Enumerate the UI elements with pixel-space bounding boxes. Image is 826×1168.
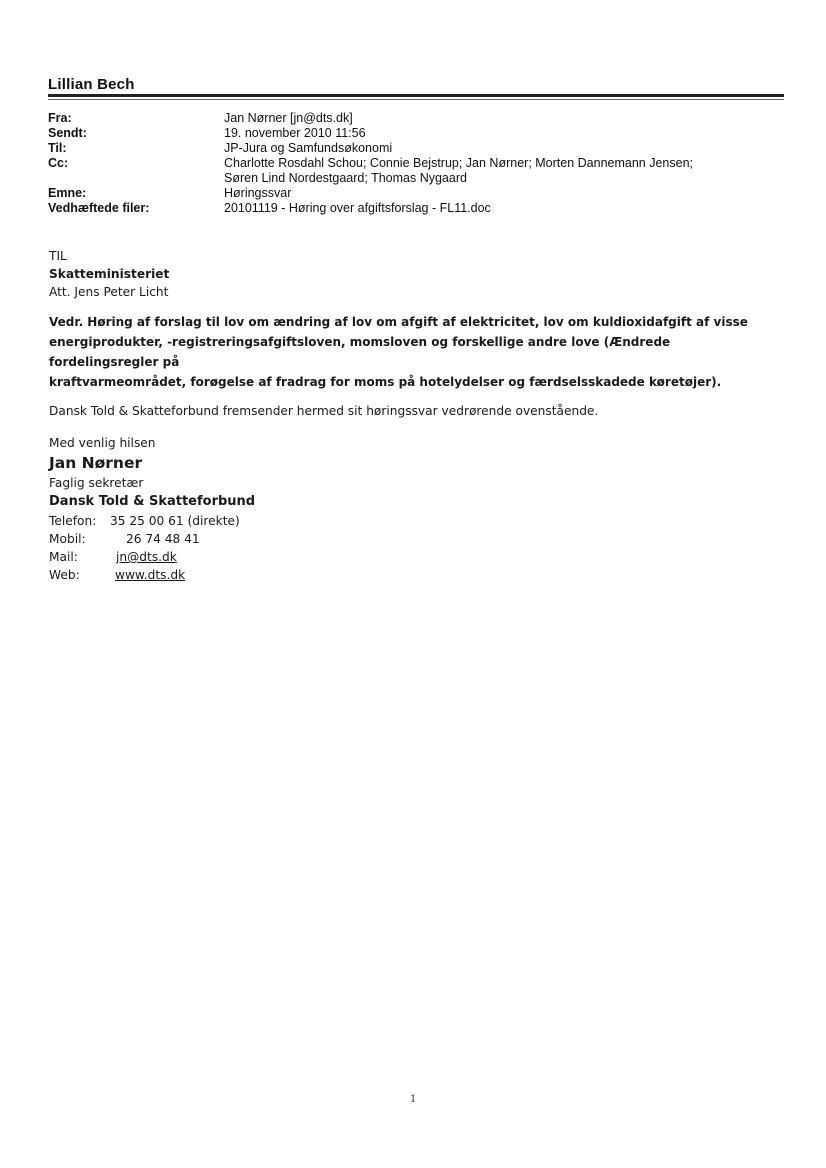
mobile-value: 26 74 48 41	[126, 532, 200, 546]
subject-label: Emne:	[48, 186, 87, 200]
from-label: Fra:	[48, 111, 72, 125]
letter-subject-line-3: kraftvarmeområdet, forøgelse af fradrag for moms på hotelydelser og færdselsskadede køretøjer).	[49, 375, 722, 389]
from-value: Jan Nørner [jn@dts.dk]	[224, 111, 353, 125]
to-label: Til:	[48, 141, 67, 155]
page-number: 1	[410, 1094, 417, 1105]
header-rule-thin	[48, 99, 784, 100]
mail-link[interactable]: jn@dts.dk	[116, 550, 177, 564]
letter-subject-line-1: Vedr. Høring af forslag til lov om ændring af lov om afgift af elektricitet, lov om kuldioxidafgift af visse	[49, 315, 748, 329]
attachments-row	[48, 201, 788, 216]
email-header-block	[48, 111, 788, 216]
cc-value	[224, 156, 788, 186]
cc-row	[48, 156, 788, 186]
to-row	[48, 141, 788, 156]
mobile-row	[49, 530, 789, 548]
signature-name: Jan Nørner	[49, 454, 143, 472]
from-row	[48, 111, 788, 126]
mail-label: Mail:	[49, 550, 78, 564]
header-rule-thick	[48, 94, 784, 97]
attention-line: Att. Jens Peter Licht	[49, 285, 169, 299]
signature-organization: Dansk Told & Skatteforbund	[49, 494, 256, 509]
web-label: Web:	[49, 568, 80, 582]
mobile-label: Mobil:	[49, 532, 86, 546]
sent-label: Sendt:	[48, 126, 87, 140]
mail-row	[49, 548, 789, 566]
to-line: TIL	[49, 249, 67, 263]
to-value: JP-Jura og Samfundsøkonomi	[224, 141, 393, 155]
mailbox-owner-name: Lillian Bech	[48, 76, 135, 93]
attachments-label: Vedhæftede filer:	[48, 201, 150, 215]
subject-row	[48, 186, 788, 201]
subject-value: Høringssvar	[224, 186, 292, 200]
phone-row	[49, 512, 789, 530]
attachments-value: 20101119 - Høring over afgiftsforslag - FL11.doc	[224, 201, 491, 215]
email-body	[49, 247, 789, 584]
phone-value: 35 25 00 61 (direkte)	[110, 514, 240, 528]
signature-title: Faglig sekretær	[49, 476, 144, 490]
web-row	[49, 566, 789, 584]
cc-value-line-1: Charlotte Rosdahl Schou; Connie Bejstrup; Jan Nørner; Morten Dannemann Jensen;	[224, 156, 694, 170]
phone-label: Telefon:	[49, 514, 97, 528]
greeting: Med venlig hilsen	[49, 436, 156, 450]
intro-paragraph: Dansk Told & Skatteforbund fremsender hermed sit høringssvar vedrørende ovenstående.	[49, 404, 599, 418]
sent-row	[48, 126, 788, 141]
letter-subject-line-2: energiprodukter, -registreringsafgiftsloven, momsloven og forskellige andre love (Ændrede fordelingsregler på	[49, 335, 671, 369]
cc-value-line-2: Søren Lind Nordestgaard; Thomas Nygaard	[224, 171, 467, 185]
sent-value: 19. november 2010 11:56	[224, 126, 366, 140]
recipient-name: Skatteministeriet	[49, 267, 170, 281]
cc-label: Cc:	[48, 156, 69, 170]
letter-subject	[49, 312, 779, 392]
web-link[interactable]: www.dts.dk	[115, 568, 186, 582]
